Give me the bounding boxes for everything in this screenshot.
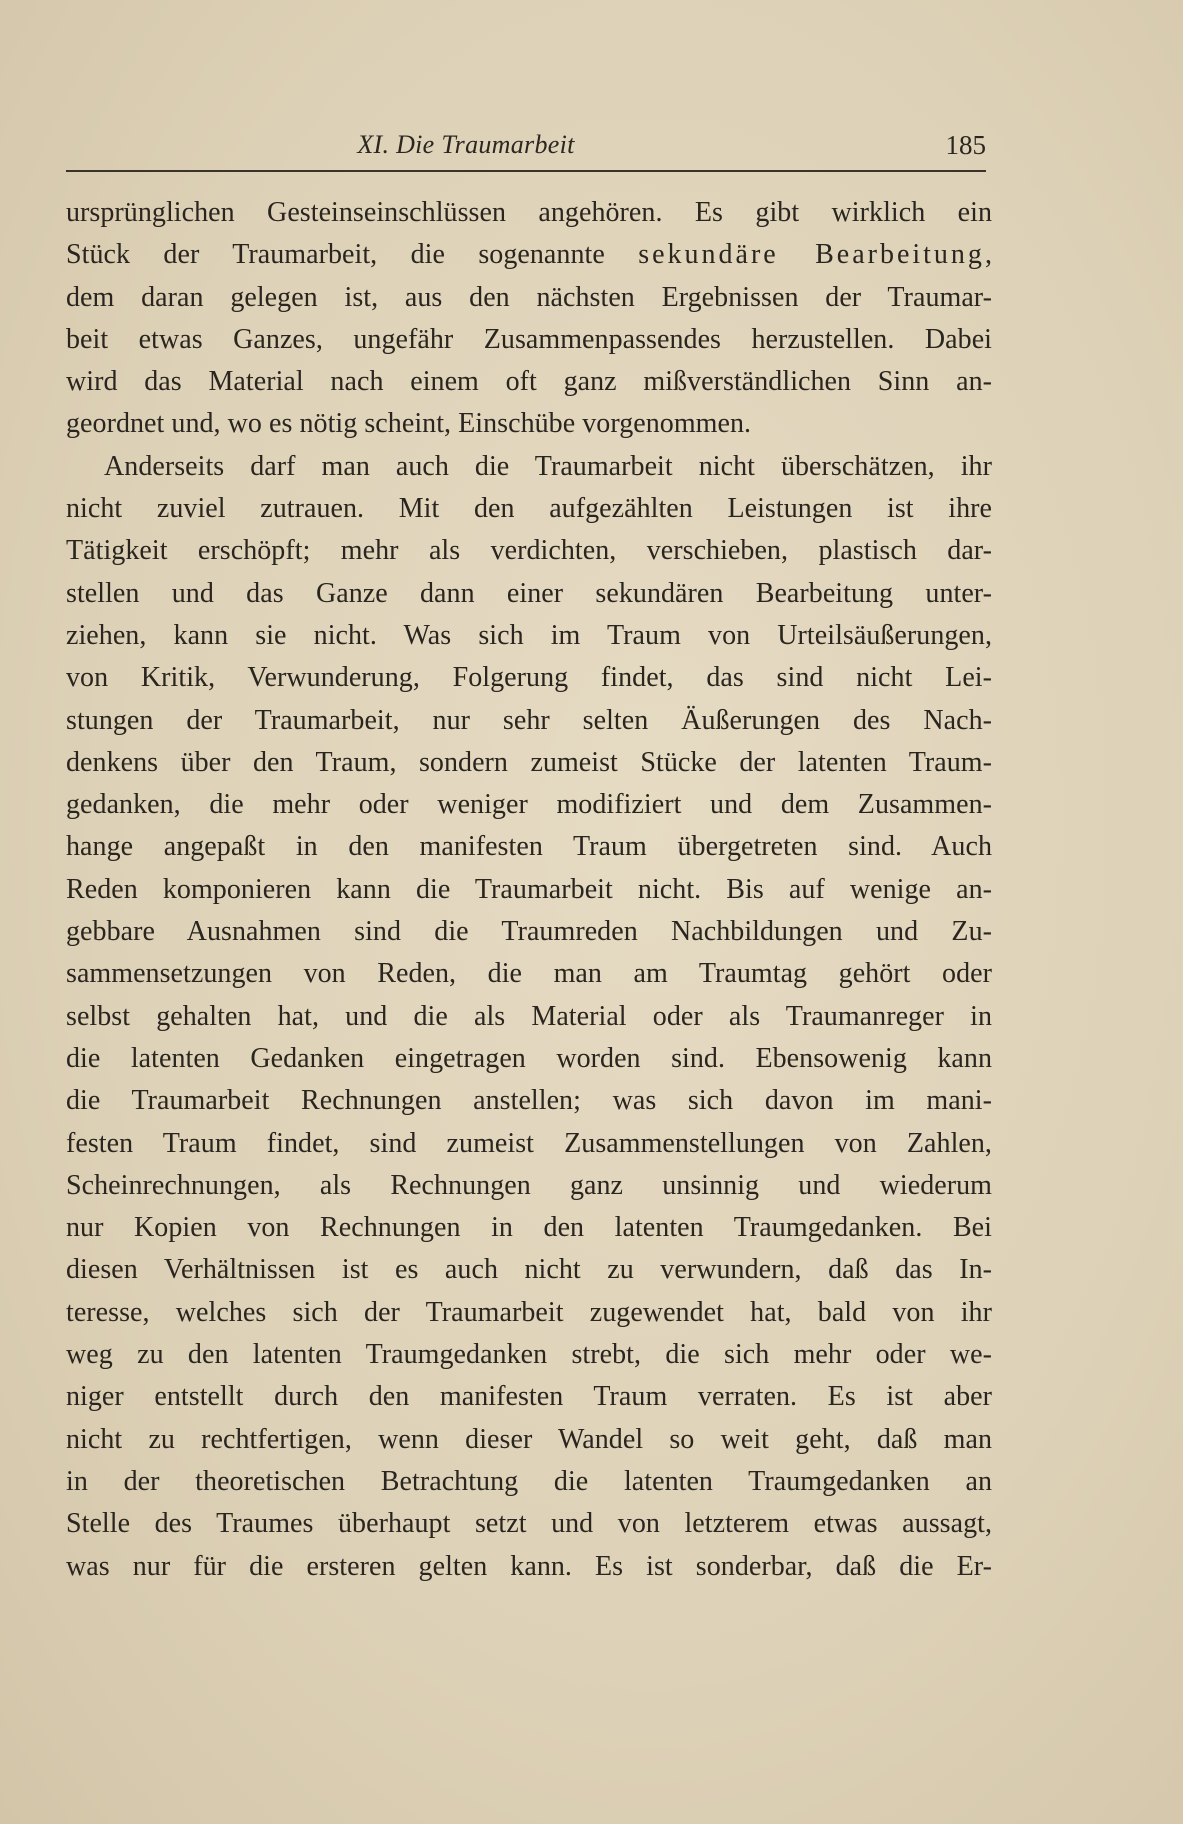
text-line: nur Kopien von Rechnungen in den latenten Traumgedanken. Bei xyxy=(66,1212,992,1244)
body-text xyxy=(66,192,992,1588)
text-line: die latenten Gedanken eingetragen worden sind. Ebensowenig kann xyxy=(66,1042,992,1074)
text-line: stellen und das Ganze dann einer sekundären Bearbeitung unter- xyxy=(66,577,992,609)
text-line: niger entstellt durch den manifesten Traum verraten. Es ist aber xyxy=(66,1381,992,1413)
text-line: Anderseits darf man auch die Traumarbeit nicht überschätzen, ihr xyxy=(104,450,992,482)
text-line: diesen Verhältnissen ist es auch nicht zu verwundern, daß das In- xyxy=(66,1254,992,1286)
text-line xyxy=(66,234,992,276)
text-line: denkens über den Traum, sondern zumeist Stücke der latenten Traum- xyxy=(66,746,992,778)
text-line: was nur für die ersteren gelten kann. Es ist sonderbar, daß die Er- xyxy=(66,1550,992,1582)
text-line: Reden komponieren kann die Traumarbeit nicht. Bis auf wenige an- xyxy=(66,873,992,905)
text-line: gebbare Ausnahmen sind die Traumreden Nachbildungen und Zu- xyxy=(66,916,992,948)
text-line: hange angepaßt in den manifesten Traum übergetreten sind. Auch xyxy=(66,831,992,863)
text-line: ursprünglichen Gesteinseinschlüssen angehören. Es gibt wirklich ein xyxy=(66,197,992,228)
text-line: die Traumarbeit Rechnungen anstellen; was sich davon im mani- xyxy=(66,1085,992,1117)
text-line: teresse, welches sich der Traumarbeit zugewendet hat, bald von ihr xyxy=(66,1296,992,1328)
text-line: gedanken, die mehr oder weniger modifiziert und dem Zusammen- xyxy=(66,789,992,821)
text-line: geordnet und, wo es nötig scheint, Einschübe vorgenommen. xyxy=(66,408,752,440)
spaced-term: sekundäre Bearbeitung xyxy=(638,239,985,271)
text-segment: , xyxy=(984,239,992,271)
text-line: in der theoretischen Betrachtung die latenten Traumgedanken an xyxy=(66,1465,992,1497)
text-line: ziehen, kann sie nicht. Was sich im Traum von Urteilsäußerungen, xyxy=(66,619,992,651)
text-line: stungen der Traumarbeit, nur sehr selten Äußerungen des Nach- xyxy=(66,704,992,736)
text-line: wird das Material nach einem oft ganz mißverständlichen Sinn an- xyxy=(66,366,992,398)
text-line: nicht zu rechtfertigen, wenn dieser Wandel so weit geht, daß man xyxy=(66,1423,992,1455)
text-segment: Stück der Traumarbeit, die sogenannte xyxy=(66,239,605,271)
text-line: Tätigkeit erschöpft; mehr als verdichten, verschieben, plastisch dar- xyxy=(66,535,992,567)
text-line: festen Traum findet, sind zumeist Zusammenstellungen von Zahlen, xyxy=(66,1127,992,1159)
text-line: Scheinrechnungen, als Rechnungen ganz unsinnig und wiederum xyxy=(66,1169,992,1201)
text-line: weg zu den latenten Traumgedanken strebt, die sich mehr oder we- xyxy=(66,1339,992,1371)
text-line: sammensetzungen von Reden, die man am Traumtag gehört oder xyxy=(66,958,992,990)
text-line: von Kritik, Verwunderung, Folgerung findet, das sind nicht Lei- xyxy=(66,662,992,694)
text-line: selbst gehalten hat, und die als Material oder als Traumanreger in xyxy=(66,1000,992,1032)
text-line: dem daran gelegen ist, aus den nächsten Ergebnissen der Traumar- xyxy=(66,281,992,313)
header-rule xyxy=(66,170,986,172)
running-header xyxy=(66,128,986,168)
text-line: Stelle des Traumes überhaupt setzt und von letzterem etwas aussagt, xyxy=(66,1508,992,1540)
page-number: 185 xyxy=(945,130,986,160)
text-line: beit etwas Ganzes, ungefähr Zusammenpassendes herzustellen. Dabei xyxy=(66,323,992,355)
chapter-title: XI. Die Traumarbeit xyxy=(357,130,575,159)
text-line: nicht zuviel zutrauen. Mit den aufgezählten Leistungen ist ihre xyxy=(66,493,992,525)
